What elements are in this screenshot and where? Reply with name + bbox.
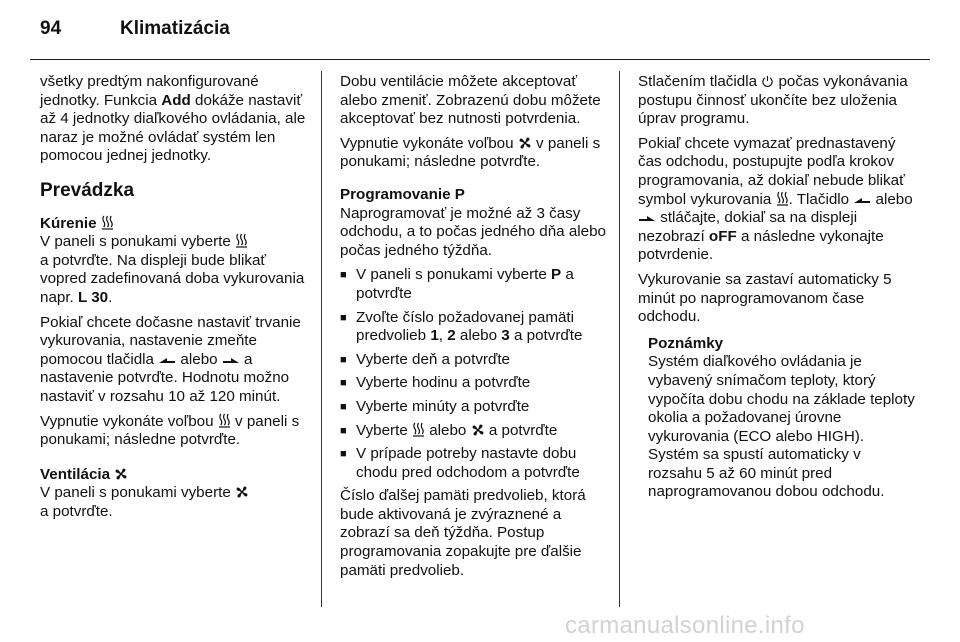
list-item: ■ V prípade potreby nastavte dobu chodu pred odchodom a potvrďte — [340, 445, 612, 482]
column-middle — [340, 73, 612, 586]
power-icon — [761, 75, 774, 88]
page-number: 94 — [40, 18, 62, 39]
list-item: ■ Zvoľte číslo požadovanej pamäti predvolieb 1, 2 alebo 3 a potvrďte — [340, 309, 612, 346]
arrow-right-icon — [638, 214, 656, 224]
fan-icon — [114, 467, 128, 481]
heating-icon — [218, 413, 231, 428]
paragraph: Vypnutie vykonáte voľbou v paneli s ponukami; následne potvrďte. — [40, 412, 300, 449]
column-divider — [321, 71, 322, 607]
ventilation-heading: Ventilácia — [40, 466, 312, 485]
header-rule — [30, 59, 930, 60]
arrow-left-icon — [853, 196, 871, 206]
paragraph: V paneli s ponukami vyberte a potvrďte. — [40, 484, 312, 521]
paragraph: Dobu ventilácie môžete akceptovať alebo zmeniť. Zobrazenú dobu môžete akceptovať bez nutnosti potvrdenia. — [340, 73, 601, 128]
fan-icon — [471, 423, 485, 437]
column-divider — [619, 71, 620, 607]
paragraph: Systém sa spustí automaticky v rozsahu 5 až 60 minút pred naprogramovanou dobou odchodu. — [648, 446, 885, 501]
paragraph: Číslo ďalšej pamäti predvolieb, ktorá bude aktivovaná je zvýraznené a zobrazí sa deň týždňa. Postup programovania zopakujte pre ďalšie pamäti predvolieb. — [340, 487, 586, 579]
paragraph: Pokiaľ chcete vymazať prednastavený čas odchodu, postupujte podľa krokov programovania, až dokiaľ nebude blikať symbol vykurovania . Tlačidlo alebo stláčajte, dokiaľ sa na displeji nezobrazí oFF a následne vykonajte potvrdenie. — [638, 134, 913, 264]
paragraph: Stlačením tlačidla počas vykonávania postupu činnosť ukončíte bez uloženia úprav programu. — [638, 73, 908, 128]
list-item: ■ Vyberte alebo a potvrďte — [340, 422, 612, 441]
heating-icon — [101, 215, 114, 230]
page-header — [40, 18, 230, 48]
programming-heading: Programovanie P — [340, 185, 465, 203]
list-item: ■ Vyberte deň a potvrďte — [340, 351, 612, 370]
page-title: Klimatizácia — [120, 18, 230, 39]
paragraph: Systém diaľkového ovládania je vybavený snímačom teploty, ktorý vypočíta dobu chodu na základe teploty okolia a požadovanej úrovne vykurovania (ECO alebo HIGH). — [648, 353, 915, 445]
note-title: Poznámky — [648, 334, 724, 352]
heating-icon — [776, 191, 789, 206]
paragraph: Naprogramovať je možné až 3 časy odchodu, a to počas jedného dňa alebo počas jedného týždňa. — [340, 204, 607, 259]
heating-heading: Kúrenie — [40, 215, 312, 234]
fan-icon — [518, 136, 532, 150]
column-left — [40, 73, 312, 527]
arrow-right-icon — [222, 356, 240, 366]
heating-icon — [235, 233, 248, 248]
paragraph: Vykurovanie sa zastaví automaticky 5 minút po naprogramovanom čase odchodu. — [638, 270, 892, 326]
paragraph: Pokiaľ chcete dočasne nastaviť trvanie vykurovania, nastavenie zmeňte pomocou tlačidla alebo a nastavenie potvrďte. Hodnotu možno nastaviť v rozsahu 10 až 120 minút. — [40, 313, 301, 405]
heating-icon — [412, 422, 425, 437]
paragraph: Vypnutie vykonáte voľbou v paneli s ponukami; následne potvrďte. — [340, 134, 601, 171]
watermark: carmanualsonline.info — [565, 612, 805, 639]
paragraph: všetky predtým nakonfigurované jednotky. Funkcia Add dokáže nastaviť až 4 jednotky diaľkového ovládania, ale naraz je možné ovládať systém len pomocou jednej jednotky. — [40, 73, 306, 165]
paragraph: V paneli s ponukami vyberte a potvrďte. Na displeji bude blikať vopred zadefinovaná doba vykurovania napr. L 30. — [40, 233, 305, 306]
fan-icon — [235, 485, 249, 499]
list-item: ■ V paneli s ponukami vyberte P a potvrďte — [340, 266, 612, 303]
list-item: ■ Vyberte minúty a potvrďte — [340, 398, 612, 417]
arrow-left-icon — [158, 356, 176, 366]
column-right — [638, 73, 918, 508]
list-item: ■ Vyberte hodinu a potvrďte — [340, 374, 612, 393]
section-heading: Prevádzka — [40, 179, 135, 201]
note-box — [648, 335, 918, 502]
